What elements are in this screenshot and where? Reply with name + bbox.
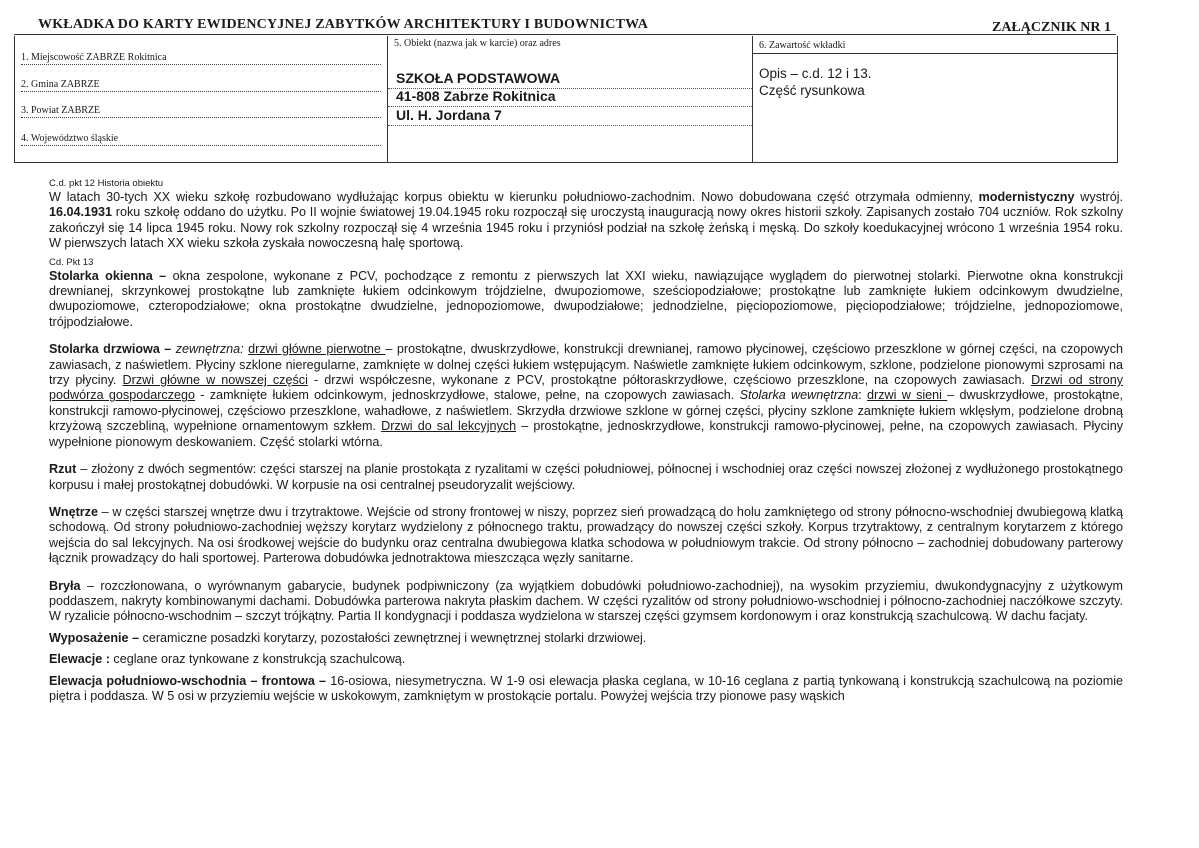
contents-label-rule	[753, 53, 1117, 54]
address-rule	[388, 125, 752, 126]
field-voivodeship: 4. Województwo śląskie	[21, 133, 381, 146]
equipment-paragraph: Wyposażenie – ceramiczne posadzki korytarzy, pozostałości zewnętrznej i wewnętrznej stolarki drzwiowej.	[49, 630, 647, 645]
paragraph-heading: Bryła	[49, 578, 81, 593]
paragraph-heading: Wyposażenie –	[49, 630, 140, 645]
section-ref-13: Cd. Pkt 13	[49, 256, 94, 268]
paragraph-heading: Elewacje :	[49, 652, 110, 667]
doors-paragraph: Stolarka drzwiowa – zewnętrzna: drzwi główne pierwotne – prostokątne, dwuskrzydłowe, konstrukcji drewnianej, ramowo płycinowej, częściowo przeszklone w górnej części, na czopowych zawiasach, z naświetlem. Płyciny szklone nieregularne, zamknięte w dolnej części łukiem wstępującym. Naświetle zamknięte łukiem odcinkowym, szklone, podzielone pionowymi szprosami na trzy płyciny. Drzwi główne w nowszej części - drzwi współczesne, wykonane z PCV, prostokątne półtoraskrzydłowe, częściowo przeszklone, na czopowych zawiasach. Drzwi od strony podwórza gospodarczego - zamknięte łukiem odcinkowym, jednoskrzydłowe, stalowe, pełne, na czopowych zawiasach. Stolarka wewnętrzna: drzwi w sieni – dwuskrzydłowe, prostokątne, konstrukcji ramowo-płycinowej, częściowo przeszklone, wahadłowe, z naświetlem. Skrzydła drzwiowe szklone w górnej części, płyciny szklone zamknięte łukiem wklęsłym, podzielone drobną krzyżową szczebliną, wypełnione ornamentowym szkłem. Drzwi do sal lekcyjnych – prostokątne, jednoskrzydłowe, konstrukcji ramowo-płycinowej, pełne, na czopowych zawiasach. Płyciny wypełnione pionowym deskowaniem. Część stolarki wtórna.	[49, 342, 1124, 449]
section-ref-12: C.d. pkt 12 Historia obiektu	[49, 178, 164, 189]
plan-paragraph: Rzut – złożony z dwóch segmentów: części starszej na planie prostokąta z ryzalitami w części południowej, północnej i wschodniej oraz części nowszej złożonej z wydłużonego prostokątnego korpusu i małej prostokątnej dobudówki. W korpusie na osi centralnej pseudoryzalit wejściowy.	[49, 462, 1123, 492]
bold-term: modernistyczny	[978, 190, 1075, 204]
contents-drawings: Część rysunkowa	[759, 83, 865, 98]
document-title: WKŁADKA DO KARTY EWIDENCYJNEJ ZABYTKÓW ARCHITEKTURY I BUDOWNICTWA	[38, 17, 649, 32]
bold-date: 16.04.1931	[49, 205, 113, 220]
annex-label: ZAŁĄCZNIK NR 1	[991, 20, 1111, 35]
paragraph-heading: Rzut	[49, 462, 77, 477]
object-name: SZKOŁA PODSTAWOWA	[396, 70, 561, 86]
contents-description: Opis – c.d. 12 i 13.	[759, 66, 872, 81]
location-fields	[15, 36, 388, 162]
title-rule	[14, 34, 1116, 35]
field-commune: 2. Gmina ZABRZE	[21, 79, 381, 92]
insert-contents-section	[753, 36, 1117, 162]
paragraph-heading: Wnętrze	[49, 504, 98, 519]
paragraph-heading: Stolarka okienna –	[49, 268, 167, 283]
field-locality: 1. Miejscowość ZABRZE Rokitnica	[21, 52, 381, 65]
massing-paragraph: Bryła – rozczłonowana, o wyrównanym gabarycie, budynek podpiwniczony (za wyjątkiem dobudówki południowo-zachodniej), na wysokim przyziemiu, dwukondygnacyjny z użytkowym poddaszem, nakryty kombinowanymi dachami. Dobudówka parterowa nakryta płaskim dachem. W części ryzalitów od strony południowo-wschodniej i północno-zachodniej naczółkowe szczyty. W ryzalicie północno-wschodnim – szczyt trójkątny. Partia II kondygnacji i poddasza wydzielona w starszej części gzymsem kordonowym i oraz konstrukcją szachulcową. W dachu facjaty.	[49, 578, 1123, 624]
history-paragraph: W latach 30-tych XX wieku szkołę rozbudowano wydłużając korpus obiektu w kierunku południowo-zachodnim. Nowo dobudowana część otrzymała odmienny, modernistyczny wystrój. 16.04.1931 roku szkołę oddano do użytku. Po II wojnie światowej 19.04.1945 roku rozpoczął się uroczystą inauguracją nowy okres historii szkoły. Zapisanych zostało 704 uczniów. Rok szkolny zakończył się 14 lipca 1945 roku. Nowy rok szkolny rozpoczął się 4 września 1945 roku i przyniósł podział na szkołę żeńską i męską. Do szkoły koedukacyjnej wrócono 1 września 1954 roku. W pierwszych latach XX wieku szkoła zyskała nowoczesną halę sportową.	[49, 190, 1123, 251]
object-label: 5. Obiekt (nazwa jak w karcie) oraz adres	[394, 38, 561, 49]
interior-paragraph: Wnętrze – w części starszej wnętrze dwu i trzytraktowe. Wejście od strony frontowej w niszy, poprzez sień prowadzącą do holu zamkniętego od strony północno-wschodniej dwubiegową klatką schodową. Od strony południowo-zachodniej węższy korytarz wydzielony z północnego traktu, prowadzący do nowszej części szkoły. Korpus trzytraktowy, z centralnym korytarzem z którego wejścia do sal lekcyjnych. Na osi środkowej wejście do budynku oraz centralna dwubiegowa klatka schodowa w południowym trakcie. Od strony północno – zachodniej dobudowany parterowy łącznik prowadzący do hali sportowej. Parterowa dobudówka jednotraktowa mieszcząca węzły sanitarne.	[49, 504, 1123, 566]
object-street-address: Ul. H. Jordana 7	[396, 107, 502, 123]
elevations-paragraph: Elewacje : ceglane oraz tynkowane z konstrukcją szachulcową.	[49, 652, 406, 667]
front-elevation-paragraph: Elewacja południowo-wschodnia – frontowa – 16-osiowa, niesymetryczna. W 1-9 osi elewacja płaska ceglana, w 10-16 ceglana z partią tynkowaną i konstrukcją szachulcową na poziomie piętra i poddasza. W 5 osi w przyziemiu wejście w uskokowym, zamkniętym w prostokącie portalu. Powyżej wejścia trzy pionowe pasy wąskich	[49, 673, 1123, 703]
object-postal-address: 41-808 Zabrze Rokitnica	[396, 88, 556, 104]
paragraph-heading: Stolarka drzwiowa –	[49, 342, 172, 357]
header-form-box	[14, 36, 1118, 163]
object-address-section	[388, 36, 753, 162]
field-county: 3. Powiat ZABRZE	[21, 105, 381, 118]
windows-paragraph: Stolarka okienna – okna zespolone, wykonane z PCV, pochodzące z remontu z pierwszych lat XXI wieku, nawiązujące wyglądem do pierwotnej stolarki. Pierwotne okna konstrukcji drewnianej, skrzynkowej prostokątne lub zamknięte łukiem odcinkowym trójdzielne, dwupoziomowe, sześciopodziałowe; prostokątne lub zamknięte łukiem odcinkowym dwudzielne, dwupoziomowe, czteropodziałowe; okna prostokątne dwudzielne, jednopoziomowe, dwupodziałowe; jednodzielne, pięciopoziomowe, pięciopodziałowe; trójdzielne, jednopoziomowe, trójpodziałowe.	[49, 268, 1123, 329]
document-body	[49, 178, 1123, 704]
paragraph-heading: Elewacja południowo-wschodnia – frontowa –	[49, 673, 327, 688]
contents-label: 6. Zawartość wkładki	[759, 40, 846, 51]
